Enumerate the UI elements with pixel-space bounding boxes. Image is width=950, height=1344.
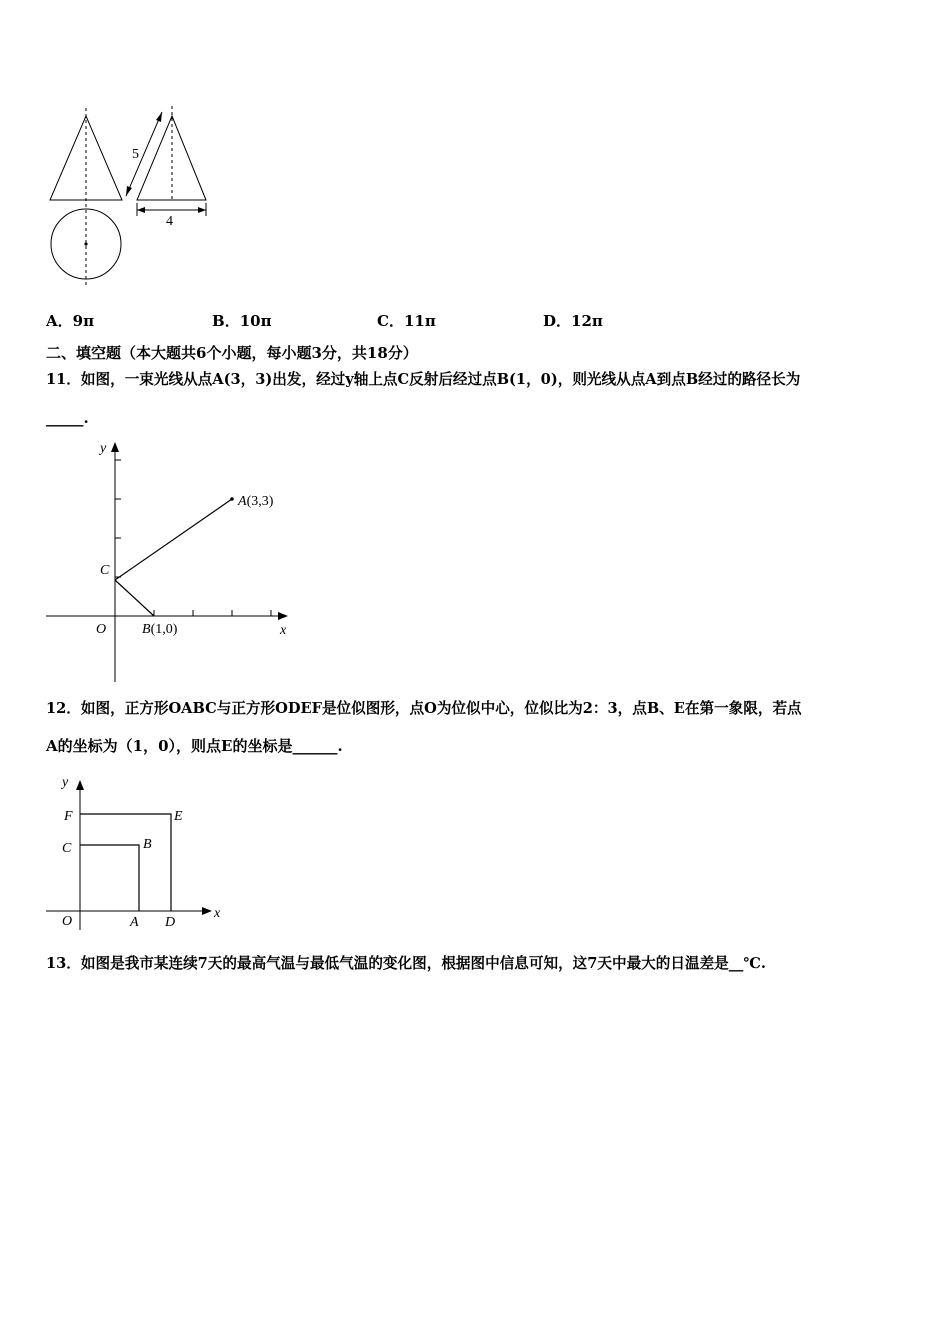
square-odef bbox=[80, 814, 171, 911]
side-view-triangle bbox=[137, 116, 206, 200]
origin-label: O bbox=[62, 914, 73, 929]
option-b: B．10π bbox=[212, 312, 272, 330]
y-axis-label: y bbox=[62, 775, 69, 790]
q12-line1: 12．如图，正方形OABC与正方形ODEF是位似图形，点O为位似中心，位似比为2：3，点B、E在第一象限，若点 bbox=[46, 700, 802, 717]
point-a-label: A(3,3) bbox=[238, 494, 274, 509]
top-view-center bbox=[84, 242, 87, 245]
x-axis-label: x bbox=[280, 623, 287, 638]
base-label: 4 bbox=[166, 214, 173, 229]
point-a bbox=[230, 497, 234, 501]
slant-arrow-bottom bbox=[126, 186, 132, 196]
point-d-label: D bbox=[165, 915, 176, 930]
option-c: C．11π bbox=[377, 312, 436, 330]
q11-blank: _____. bbox=[46, 409, 89, 427]
x-axis-arrow bbox=[278, 612, 288, 620]
option-d: D．12π bbox=[543, 312, 603, 330]
point-c-label: C bbox=[100, 563, 110, 578]
ray-c-to-b bbox=[115, 580, 154, 616]
q11-coordinate-figure bbox=[40, 430, 300, 690]
point-b-label: B bbox=[143, 837, 152, 852]
point-e-label: E bbox=[174, 809, 183, 824]
y-axis-arrow bbox=[76, 780, 84, 790]
cone-views-figure bbox=[40, 100, 220, 295]
base-arrow-right bbox=[198, 207, 206, 213]
point-c-label: C bbox=[62, 841, 72, 856]
origin-label: O bbox=[96, 622, 107, 637]
option-a: A．9π bbox=[46, 312, 95, 330]
q12-squares-figure bbox=[40, 770, 230, 935]
y-axis-label: y bbox=[100, 441, 107, 456]
point-a-label: A bbox=[130, 915, 139, 930]
y-axis-arrow bbox=[111, 442, 119, 452]
section-heading: 二、填空题（本大题共6个小题，每小题3分，共18分） bbox=[46, 344, 418, 362]
ray-a-to-c bbox=[115, 499, 232, 580]
point-f-label: F bbox=[64, 809, 73, 824]
slant-arrow-top bbox=[156, 112, 162, 122]
x-axis-label: x bbox=[214, 906, 221, 921]
q12-line2: A的坐标为（1，0），则点E的坐标是______. bbox=[46, 737, 343, 755]
slant-label: 5 bbox=[132, 147, 139, 162]
point-b-label: B(1,0) bbox=[142, 622, 178, 637]
base-arrow-left bbox=[137, 207, 145, 213]
q13-text: 13．如图是我市某连续7天的最高气温与最低气温的变化图，根据图中信息可知，这7天中最大的日温差是__℃. bbox=[46, 955, 766, 972]
x-axis-arrow bbox=[202, 907, 212, 915]
q11-text: 11．如图，一束光线从点A(3，3)出发，经过y轴上点C反射后经过点B(1，0)，则光线从点A到点B经过的路径长为 bbox=[46, 371, 801, 388]
square-oabc bbox=[80, 845, 139, 911]
